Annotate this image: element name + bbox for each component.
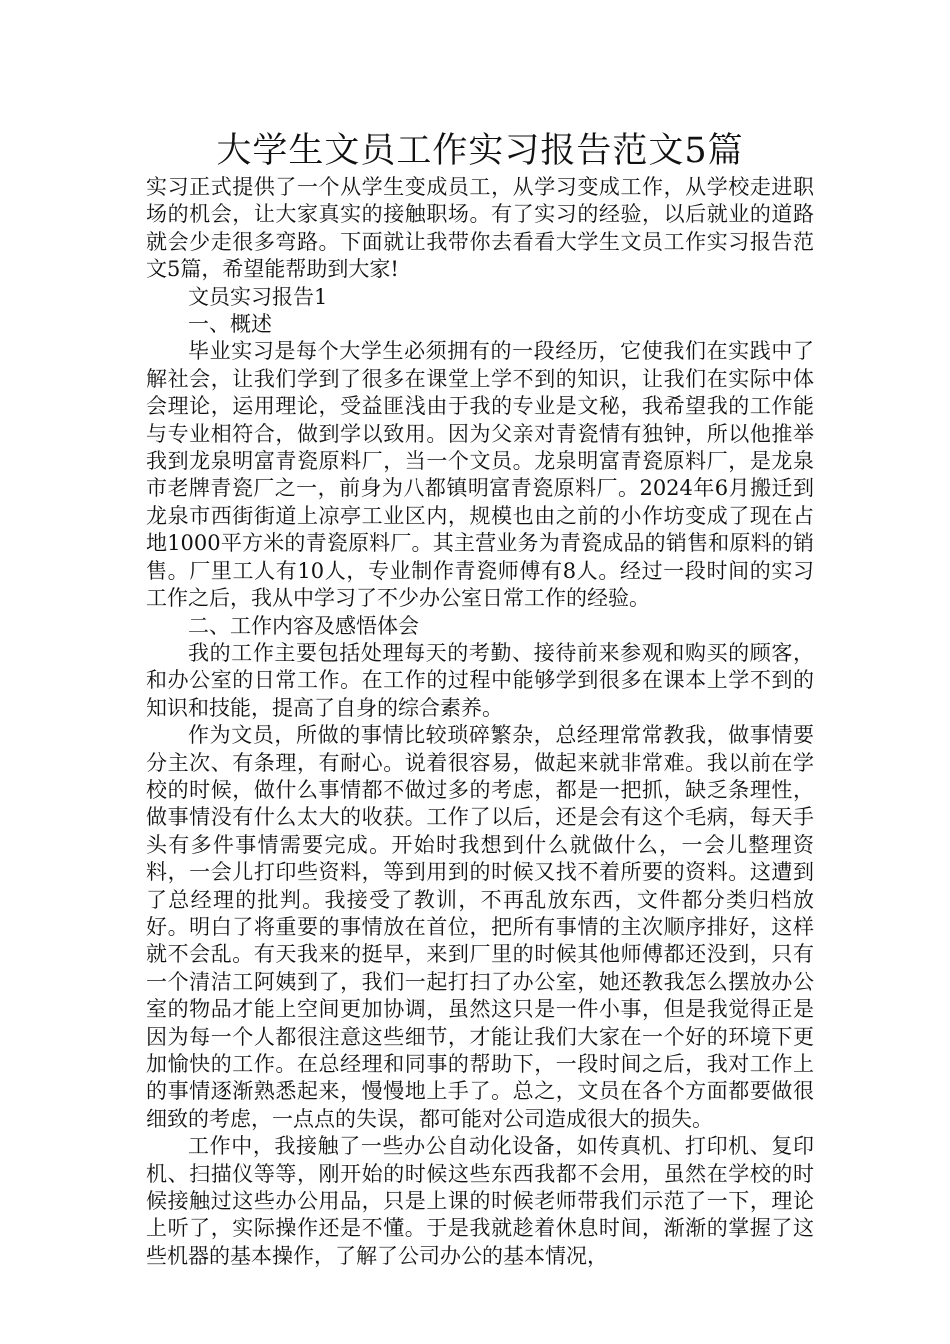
paragraph: 毕业实习是每个大学生必须拥有的一段经历，它使我们在实践中了解社会，让我们学到了很多在课堂上学不到的知识，让我们在实际中体会理论，运用理论，受益匪浅由于我的专业是文秘，我希望我的工作能与专业相符合，做到学以致用。因为父亲对青瓷情有独钟，所以他推举我到龙泉明富青瓷原料厂，当一个文员。龙泉明富青瓷原料厂，是龙泉市老牌青瓷厂之一，前身为八都镇明富青瓷原料厂。2024年6月搬迁到龙泉市西街街道上凉亭工业区内，规模也由之前的小作坊变成了现在占地1000平方米的青瓷原料厂。其主营业务为青瓷成品的销售和原料的销售。厂里工人有10人，专业制作青瓷师傅有8人。经过一段时间的实习工作之后，我从中学习了不少办公室日常工作的经验。 [146, 339, 814, 611]
paragraph: 工作中，我接触了一些办公自动化设备，如传真机、打印机、复印机、扫描仪等等，刚开始的时候这些东西我都不会用，虽然在学校的时候接触过这些办公用品，只是上课的时候老师带我们示范了一下，理论上听了，实际操作还是不懂。于是我就趁着休息时间，渐渐的掌握了这些机器的基本操作，了解了公司办公的基本情况， [146, 1134, 814, 1268]
paragraph: 一、概述 [188, 312, 272, 337]
document-body [146, 174, 814, 1270]
paragraph: 实习正式提供了一个从学生变成员工，从学习变成工作，从学校走进职场的机会，让大家真实的接触职场。有了实习的经验，以后就业的道路就会少走很多弯路。下面就让我带你去看看大学生文员工作实习报告范文5篇，希望能帮助到大家! [146, 175, 814, 282]
paragraph: 二、工作内容及感悟体会 [188, 613, 419, 638]
paragraph: 我的工作主要包括处理每天的考勤、接待前来参观和购买的顾客，和办公室的日常工作。在工作的过程中能够学到很多在课本上学不到的知识和技能，提高了自身的综合素养。 [146, 640, 814, 720]
paragraph: 文员实习报告1 [188, 284, 328, 309]
document-page [146, 128, 814, 1270]
paragraph: 作为文员，所做的事情比较琐碎繁杂，总经理常常教我，做事情要分主次、有条理，有耐心。说着很容易，做起来就非常难。我以前在学校的时候，做什么事情都不做过多的考虑，都是一把抓，缺乏条理性，做事情没有什么太大的收获。工作了以后，还是会有这个毛病，每天手头有多件事情需要完成。开始时我想到什么就做什么，一会儿整理资料，一会儿打印些资料，等到用到的时候又找不着所要的资料。这遭到了总经理的批判。我接受了教训，不再乱放东西，文件都分类归档放好。明白了将重要的事情放在首位，把所有事情的主次顺序排好，这样就不会乱。有天我来的挺早，来到厂里的时候其他师傅都还没到，只有一个清洁工阿姨到了，我们一起打扫了办公室，她还教我怎么摆放办公室的物品才能上空间更加协调，虽然这只是一件小事，但是我觉得正是因为每一个人都很注意这些细节，才能让我们大家在一个好的环境下更加愉快的工作。在总经理和同事的帮助下，一段时间之后，我对工作上的事情逐渐熟悉起来，慢慢地上手了。总之，文员在各个方面都要做很细致的考虑，一点点的失误，都可能对公司造成很大的损失。 [146, 723, 814, 1131]
document-title: 大学生文员工作实习报告范文5篇 [216, 131, 744, 171]
